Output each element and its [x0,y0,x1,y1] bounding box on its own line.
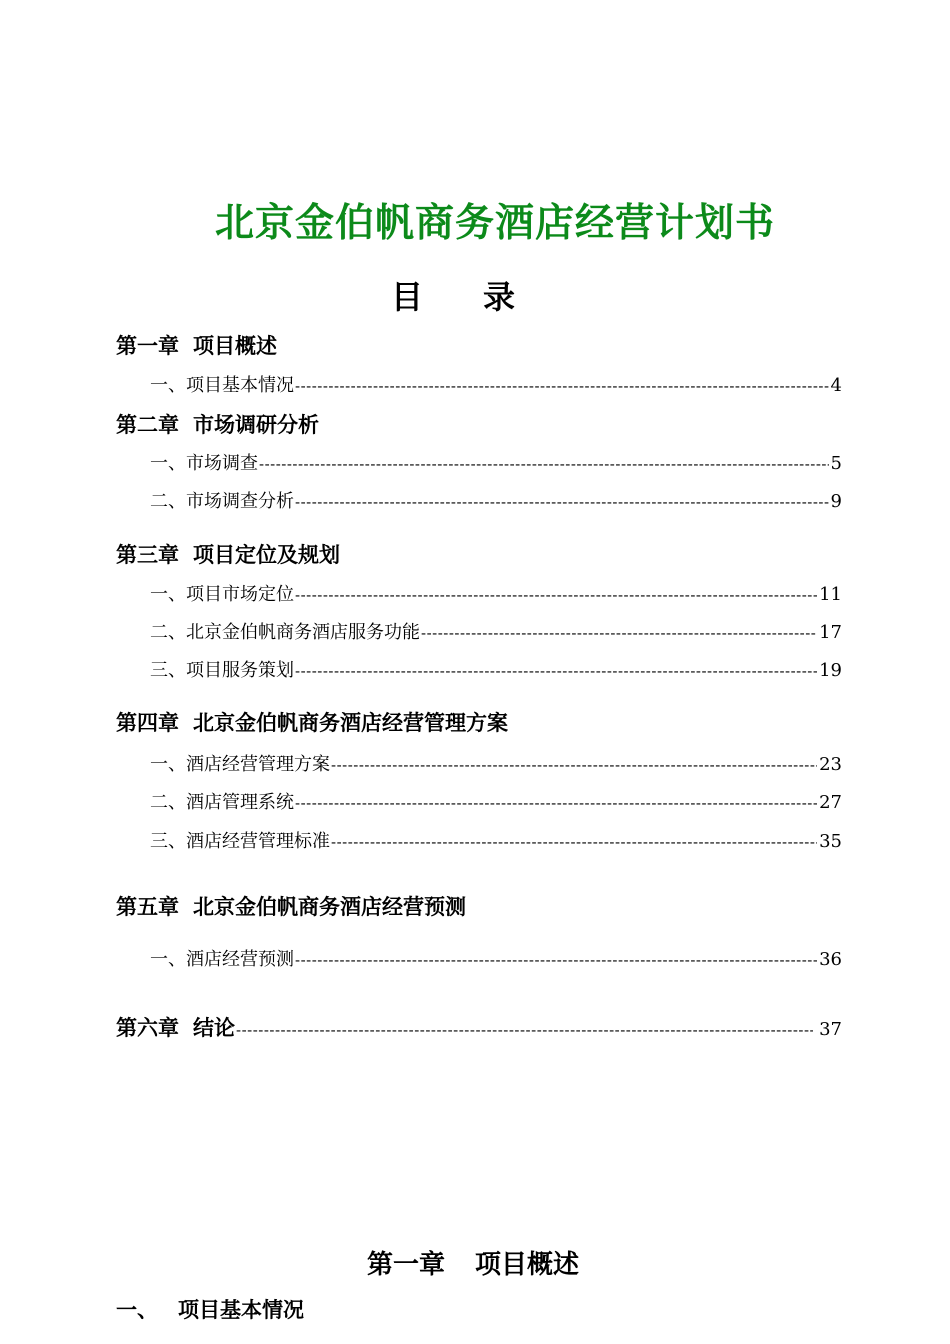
toc-entry-label: 二、北京金伯帆商务酒店服务功能 [150,622,420,643]
toc-entry[interactable] [150,490,842,514]
toc-entry[interactable] [150,659,842,683]
toc-entry[interactable] [150,830,842,854]
toc-leader-dots [331,753,817,777]
chapter-title: 项目定位及规划 [193,543,340,567]
chapter-heading-title: 项目概述 [475,1250,580,1280]
toc-entry[interactable] [150,791,842,815]
toc-chapter-4[interactable] [116,710,508,736]
toc-leader-dots [259,452,829,476]
toc-leader-dots [295,374,829,398]
toc-chapter-2[interactable] [116,412,319,438]
toc-leader-dots [236,1021,813,1039]
toc-leader-dots [295,490,829,514]
chapter-number: 第一章 [116,334,179,358]
chapter-title: 结论 [193,1016,235,1040]
toc-entry-label: 一、项目基本情况 [150,375,294,396]
chapter-number: 第二章 [116,413,179,437]
toc-page-number: 27 [819,792,842,813]
toc-entry[interactable] [150,583,842,607]
toc-page-number: 9 [830,491,842,512]
toc-chapter-1[interactable] [116,333,277,359]
toc-page-number: 36 [819,949,842,970]
toc-page-number: 17 [819,622,842,643]
section-heading-number: 一、 [116,1298,158,1322]
toc-chapter-3[interactable] [116,542,340,568]
toc-leader-dots [295,583,817,607]
chapter-number: 第六章 [116,1016,179,1040]
chapter-title: 北京金伯帆商务酒店经营预测 [193,895,466,919]
toc-entry-label: 三、酒店经营管理标准 [150,831,330,852]
toc-leader-dots [331,830,817,854]
toc-entry-label: 三、项目服务策划 [150,660,294,681]
toc-page-number: 4 [830,375,842,396]
toc-entry[interactable] [150,452,842,476]
document-title: 北京金伯帆商务酒店经营计划书 [214,201,775,246]
chapter-number: 第四章 [116,711,179,735]
toc-page-number: 35 [819,831,842,852]
toc-entry-label: 二、市场调查分析 [150,491,294,512]
toc-leader-dots [295,791,817,815]
chapter-heading [0,1244,946,1281]
toc-leader-dots [295,659,817,683]
toc-leader-dots [295,948,817,972]
toc-heading: 目录 [390,278,575,316]
toc-chapter-6[interactable] [116,1012,842,1042]
toc-entry-label: 一、市场调查 [150,453,258,474]
toc-page-number: 5 [830,453,842,474]
section-heading-title: 项目基本情况 [178,1298,304,1322]
chapter-number: 第五章 [116,895,179,919]
toc-entry-label: 一、项目市场定位 [150,584,294,605]
chapter-title: 市场调研分析 [193,413,319,437]
chapter-title: 项目概述 [193,334,277,358]
section-heading [116,1294,304,1324]
toc-page-number: 37 [819,1019,842,1040]
toc-page-number: 11 [819,584,842,605]
chapter-title: 北京金伯帆商务酒店经营管理方案 [193,711,508,735]
chapter-number: 第三章 [116,543,179,567]
toc-page-number: 23 [819,754,842,775]
toc-entry[interactable] [150,948,842,972]
chapter-heading-number: 第一章 [366,1250,445,1280]
toc-entry-label: 一、酒店经营管理方案 [150,754,330,775]
toc-chapter-5[interactable] [116,894,466,920]
toc-entry[interactable] [150,753,842,777]
toc-entry-label: 一、酒店经营预测 [150,949,294,970]
toc-entry[interactable] [150,374,842,398]
toc-page-number: 19 [819,660,842,681]
toc-entry-label: 二、酒店管理系统 [150,792,294,813]
toc-leader-dots [421,621,817,645]
toc-entry[interactable] [150,621,842,645]
